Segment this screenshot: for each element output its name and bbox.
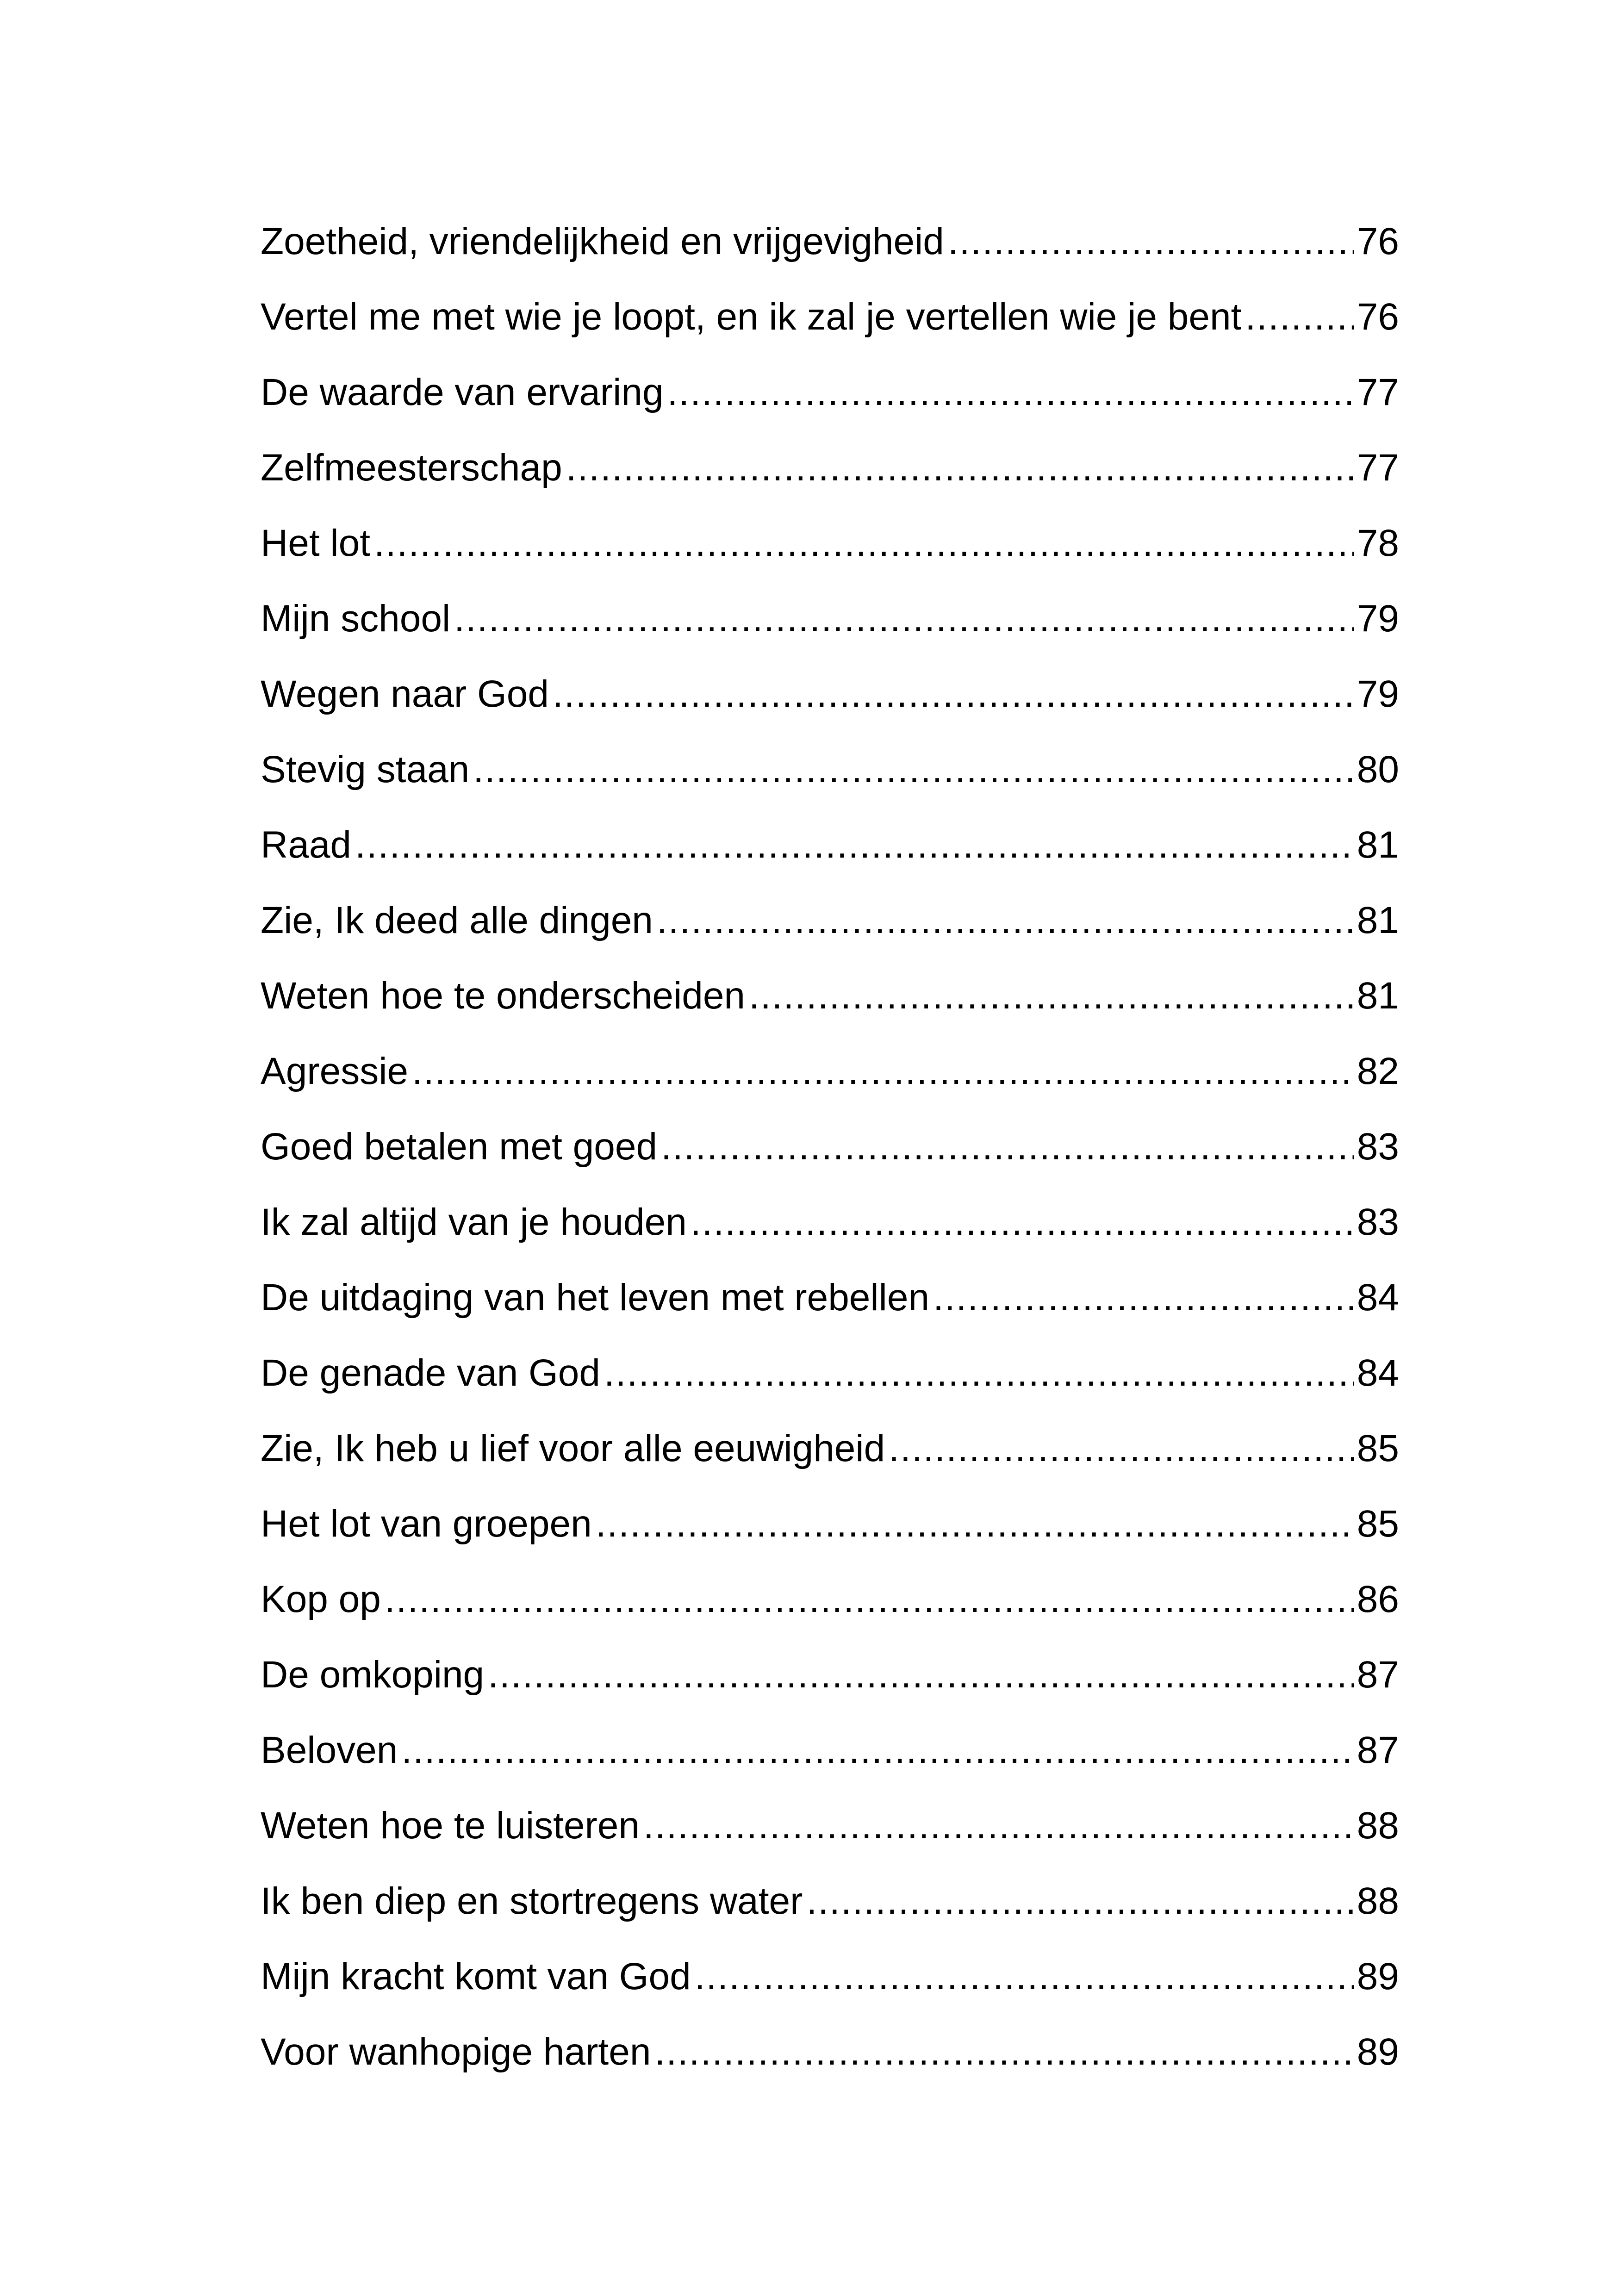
- dot-leader: [488, 1637, 1354, 1712]
- toc-entry[interactable]: [261, 430, 1399, 505]
- toc-entry-page: 80: [1357, 748, 1399, 790]
- toc-entry-title: Mijn school: [261, 597, 451, 640]
- toc-entry-title: Vertel me met wie je loopt, en ik zal je vertellen wie je bent: [261, 296, 1242, 338]
- dot-leader: [691, 1184, 1354, 1260]
- dot-leader: [401, 1712, 1354, 1788]
- toc-entry-page: 89: [1357, 2031, 1399, 2073]
- toc-entry-page: 76: [1357, 220, 1399, 262]
- toc-entry-title: Het lot: [261, 522, 370, 564]
- toc-entry-page: 85: [1357, 1503, 1399, 1545]
- toc-entry[interactable]: [261, 1184, 1399, 1260]
- toc-entry-page: 81: [1357, 824, 1399, 866]
- toc-entry-title: Zelfmeesterschap: [261, 447, 562, 489]
- toc-entry-title: Weten hoe te luisteren: [261, 1804, 640, 1847]
- toc-entry[interactable]: [261, 732, 1399, 807]
- toc-entry-page: 87: [1357, 1729, 1399, 1771]
- dot-leader: [933, 1260, 1354, 1335]
- dot-leader: [657, 883, 1354, 958]
- toc-entry-title: Weten hoe te onderscheiden: [261, 975, 746, 1017]
- toc-entry-page: 88: [1357, 1880, 1399, 1922]
- toc-entry-page: 78: [1357, 522, 1399, 564]
- dot-leader: [596, 1486, 1354, 1562]
- dot-leader: [806, 1863, 1354, 1939]
- dot-leader: [412, 1033, 1354, 1109]
- toc-entry-title: De genade van God: [261, 1352, 600, 1394]
- toc-entry[interactable]: [261, 2014, 1399, 2090]
- dot-leader: [695, 1939, 1354, 2014]
- dot-leader: [385, 1562, 1354, 1637]
- toc-entry-title: De omkoping: [261, 1654, 485, 1696]
- toc-entry-page: 85: [1357, 1427, 1399, 1469]
- toc-entry[interactable]: [261, 1939, 1399, 2014]
- dot-leader: [948, 204, 1354, 279]
- dot-leader: [889, 1411, 1354, 1486]
- dot-leader: [374, 505, 1354, 581]
- toc-entry[interactable]: [261, 581, 1399, 656]
- toc-entry-page: 79: [1357, 673, 1399, 715]
- toc-entry-title: De uitdaging van het leven met rebellen: [261, 1276, 930, 1319]
- dot-leader: [355, 807, 1354, 883]
- toc-entry-title: Zie, Ik heb u lief voor alle eeuwigheid: [261, 1427, 885, 1469]
- toc-entry[interactable]: [261, 1411, 1399, 1486]
- dot-leader: [553, 656, 1354, 732]
- dot-leader: [667, 355, 1354, 430]
- toc-entry[interactable]: [261, 1562, 1399, 1637]
- toc-entry-title: Zie, Ik deed alle dingen: [261, 899, 653, 941]
- dot-leader: [654, 2014, 1354, 2090]
- toc-entry[interactable]: [261, 656, 1399, 732]
- toc-entry-title: Ik ben diep en stortregens water: [261, 1880, 803, 1922]
- toc-entry-title: Goed betalen met goed: [261, 1126, 658, 1168]
- toc-entry-title: Ik zal altijd van je houden: [261, 1201, 687, 1243]
- toc-entry-title: Agressie: [261, 1050, 409, 1092]
- toc-entry-page: 77: [1357, 371, 1399, 413]
- toc-entry-title: Mijn kracht komt van God: [261, 1955, 691, 1997]
- toc-entry[interactable]: [261, 1712, 1399, 1788]
- toc-entry-page: 88: [1357, 1804, 1399, 1847]
- dot-leader: [1245, 279, 1354, 355]
- toc-entry[interactable]: [261, 1486, 1399, 1562]
- toc-entry[interactable]: [261, 1637, 1399, 1712]
- toc-entry[interactable]: [261, 958, 1399, 1033]
- toc-entry[interactable]: [261, 355, 1399, 430]
- toc-entry-page: 89: [1357, 1955, 1399, 1997]
- dot-leader: [454, 581, 1354, 656]
- toc-entry[interactable]: [261, 807, 1399, 883]
- dot-leader: [643, 1788, 1354, 1863]
- toc-entry-page: 86: [1357, 1578, 1399, 1620]
- toc-entry-page: 81: [1357, 975, 1399, 1017]
- toc-entry[interactable]: [261, 1788, 1399, 1863]
- toc-entry[interactable]: [261, 1260, 1399, 1335]
- toc-entry[interactable]: [261, 505, 1399, 581]
- toc-entry[interactable]: [261, 279, 1399, 355]
- toc-entry-title: De waarde van ervaring: [261, 371, 664, 413]
- toc-entry-title: Het lot van groepen: [261, 1503, 592, 1545]
- toc-entry-title: Wegen naar God: [261, 673, 549, 715]
- dot-leader: [661, 1109, 1354, 1184]
- toc-entry-title: Raad: [261, 824, 352, 866]
- toc-entry-page: 76: [1357, 296, 1399, 338]
- toc-entry-page: 87: [1357, 1654, 1399, 1696]
- toc-entry-page: 84: [1357, 1276, 1399, 1319]
- dot-leader: [604, 1335, 1354, 1411]
- toc-entry-title: Voor wanhopige harten: [261, 2031, 651, 2073]
- toc-entry-title: Beloven: [261, 1729, 398, 1771]
- toc-entry[interactable]: [261, 883, 1399, 958]
- toc-entry[interactable]: [261, 1335, 1399, 1411]
- toc-entry-title: Zoetheid, vriendelijkheid en vrijgevigheid: [261, 220, 944, 262]
- toc-entry[interactable]: [261, 1033, 1399, 1109]
- toc-entry[interactable]: [261, 1863, 1399, 1939]
- toc-entry-title: Kop op: [261, 1578, 381, 1620]
- toc-entry-page: 77: [1357, 447, 1399, 489]
- toc-entry-page: 82: [1357, 1050, 1399, 1092]
- toc-entry-page: 79: [1357, 597, 1399, 640]
- toc-entry-title: Stevig staan: [261, 748, 470, 790]
- toc-entry[interactable]: [261, 204, 1399, 279]
- table-of-contents: [261, 204, 1399, 2090]
- toc-entry[interactable]: [261, 1109, 1399, 1184]
- dot-leader: [749, 958, 1354, 1033]
- toc-entry-page: 83: [1357, 1201, 1399, 1243]
- dot-leader: [473, 732, 1354, 807]
- dot-leader: [566, 430, 1354, 505]
- toc-entry-page: 81: [1357, 899, 1399, 941]
- toc-entry-page: 83: [1357, 1126, 1399, 1168]
- toc-entry-page: 84: [1357, 1352, 1399, 1394]
